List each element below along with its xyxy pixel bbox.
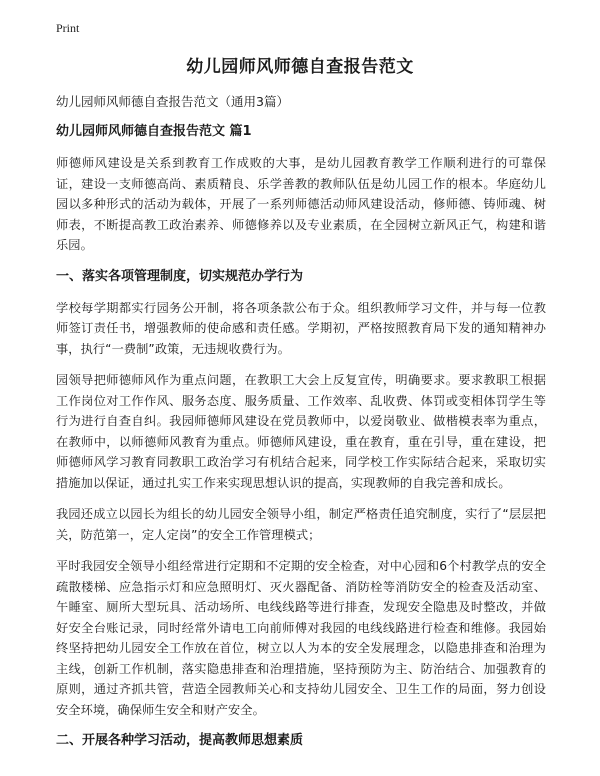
section1-paragraph: 平时我园安全领导小组经常进行定期和不定期的安全检查，对中心园和6个村教学点的安全疏散楼梯、应急指示灯和应急照明灯、灭火器配备、消防栓等消防安全的检查及活动室、午睡室、厕所大型玩具、活动场所、电线线路等进行排查，发现安全隐患及时整改，并做好安全台账记录，同时经常外请电工向前师傅对我园的电线线路进行检查和维修。我园始终坚持把幼儿园安全工作放在首位，树立以人为本的安全发展理念，以隐患排查和治理为主线，创新工作机制，落实隐患排查和治理措施，坚持预防为主、防治结合、加强教育的原则，通过齐抓共管，营造全园教师关心和支持幼儿园安全、卫生工作的局面，努力创设安全环境，确保师生安全和财产安全。 [56, 559, 546, 717]
intro-paragraph: 师德师风建设是关系到教育工作成败的大事，是幼儿园教育教学工作顺利进行的可靠保证，建设一支师德高尚、素质精良、乐学善教的教师队伍是幼儿园工作的根本。华庭幼儿园以多种形式的活动为载体，开展了一系列师德活动师风建设活动，修师德、铸师魂、树师表，不断提高教工政治素养、师德修养以及专业素质，在全园树立新风正气，构建和谐乐园。 [56, 156, 546, 252]
print-label: Print [56, 21, 80, 35]
section1-paragraph: 园领导把师德师风作为重点问题，在教职工大会上反复宣传，明确要求。要求教职工根据工作岗位对工作作风、服务态度、服务质量、工作效率、乱收费、体罚或变相体罚学生等行为进行自查自纠。我园师德师风建设在党员教师中，以爱岗敬业、做楷模表率为重点，在教师中，以师德师风教育为重点。师德师风建设，重在教育，重在引导，重在建设，把师德师风学习教育同教职工政治学习有机结合起来，同学校工作实际结合起来，采取切实措施加以保证，通过扎实工作来实现思想认识的提高，实现教师的自我完善和成长。 [56, 373, 546, 490]
document-subtitle: 幼儿园师风师德自查报告范文（通用3篇） [56, 94, 289, 109]
section1-paragraph: 学校每学期都实行园务公开制，将各项条款公布于众。组织教师学习文件，并与每一位教师签订责任书，增强教师的使命感和责任感。学期初，严格按照教育局下发的通知精神办事，执行“一费制”政策，无违规收费行为。 [56, 300, 546, 356]
section-heading-1: 一、落实各项管理制度，切实规范办学行为 [56, 268, 304, 284]
document-title: 幼儿园师风师德自查报告范文 [186, 57, 414, 77]
section-heading-2: 二、开展各种学习活动，提高教师思想素质 [56, 733, 304, 748]
document-body [56, 93, 546, 762]
section1-paragraph: 我园还成立以园长为组长的幼儿园安全领导小组，制定严格责任追究制度，实行了“层层把关，防范第一，定人定岗”的安全工作管理模式； [56, 507, 546, 542]
article-title: 幼儿园师风师德自查报告范文 篇1 [56, 124, 252, 139]
